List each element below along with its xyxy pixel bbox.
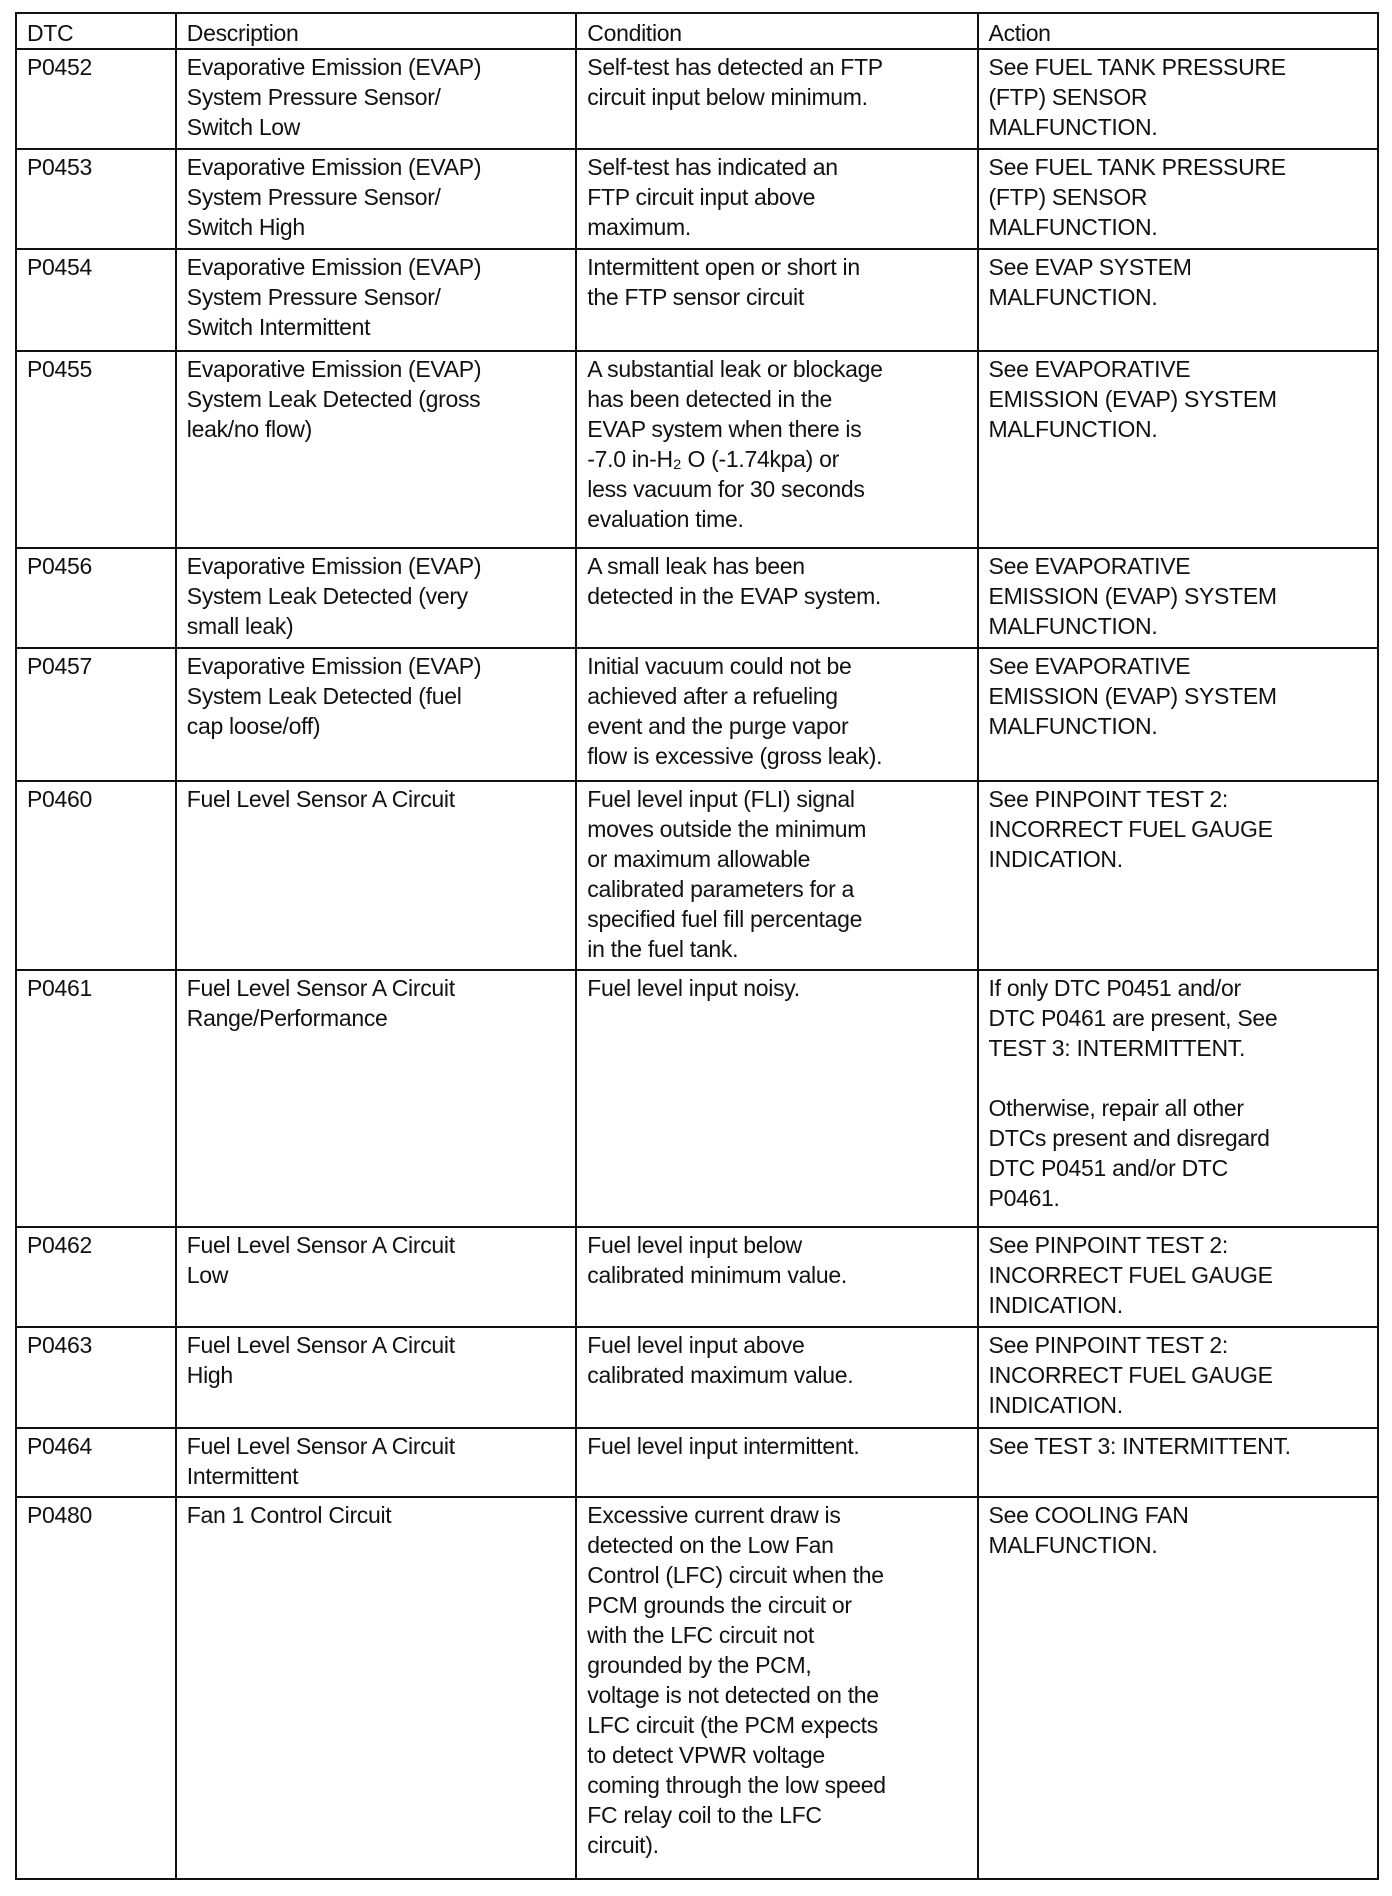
cell-description: Evaporative Emission (EVAP) System Leak Detected (gross leak/no flow) [176, 351, 577, 548]
cell-action: See TEST 3: INTERMITTENT. [978, 1428, 1378, 1497]
cell-dtc: P0463 [16, 1327, 176, 1428]
cell-action: See EVAPORATIVE EMISSION (EVAP) SYSTEM MALFUNCTION. [978, 351, 1378, 548]
cell-description: Fuel Level Sensor A Circuit High [176, 1327, 577, 1428]
cell-description: Evaporative Emission (EVAP) System Leak Detected (fuel cap loose/off) [176, 648, 577, 781]
cell-action: See COOLING FAN MALFUNCTION. [978, 1497, 1378, 1879]
cell-dtc: P0462 [16, 1227, 176, 1327]
cell-condition: Fuel level input (FLI) signal moves outside the minimum or maximum allowable calibrated parameters for a specified fuel fill percentage in the fuel tank. [576, 781, 977, 970]
cell-condition: Fuel level input noisy. [576, 970, 977, 1227]
header-description: Description [176, 13, 577, 49]
cell-description: Evaporative Emission (EVAP) System Pressure Sensor/ Switch Low [176, 49, 577, 149]
table-row [16, 1227, 1378, 1327]
cell-dtc: P0460 [16, 781, 176, 970]
cell-action: See PINPOINT TEST 2: INCORRECT FUEL GAUGE INDICATION. [978, 1227, 1378, 1327]
cell-dtc: P0453 [16, 149, 176, 249]
cell-condition: Fuel level input below calibrated minimum value. [576, 1227, 977, 1327]
cell-dtc: P0455 [16, 351, 176, 548]
cell-action: See EVAP SYSTEM MALFUNCTION. [978, 249, 1378, 351]
cell-condition: Self-test has detected an FTP circuit input below minimum. [576, 49, 977, 149]
cell-dtc: P0456 [16, 548, 176, 648]
header-row [16, 13, 1378, 49]
header-condition: Condition [576, 13, 977, 49]
cell-action: If only DTC P0451 and/or DTC P0461 are present, See TEST 3: INTERMITTENT. Otherwise, repair all other DTCs present and disregard DTC P0451 and/or DTC P0461. [978, 970, 1378, 1227]
cell-condition: Initial vacuum could not be achieved after a refueling event and the purge vapor flow is excessive (gross leak). [576, 648, 977, 781]
cell-condition: Fuel level input intermittent. [576, 1428, 977, 1497]
cell-description: Evaporative Emission (EVAP) System Leak Detected (very small leak) [176, 548, 577, 648]
table-row [16, 781, 1378, 970]
header-dtc: DTC [16, 13, 176, 49]
cell-description: Fuel Level Sensor A Circuit Low [176, 1227, 577, 1327]
cell-description: Fuel Level Sensor A Circuit [176, 781, 577, 970]
cell-dtc: P0461 [16, 970, 176, 1227]
header-action: Action [978, 13, 1378, 49]
cell-dtc: P0454 [16, 249, 176, 351]
cell-condition: A substantial leak or blockage has been detected in the EVAP system when there is -7.0 in-H₂ O (-1.74kpa) or less vacuum for 30 seconds evaluation time. [576, 351, 977, 548]
cell-action: See PINPOINT TEST 2: INCORRECT FUEL GAUGE INDICATION. [978, 1327, 1378, 1428]
table-row [16, 49, 1378, 149]
cell-dtc: P0457 [16, 648, 176, 781]
cell-action: See PINPOINT TEST 2: INCORRECT FUEL GAUGE INDICATION. [978, 781, 1378, 970]
cell-description: Evaporative Emission (EVAP) System Pressure Sensor/ Switch High [176, 149, 577, 249]
table-row [16, 249, 1378, 351]
table-row [16, 149, 1378, 249]
table-row [16, 351, 1378, 548]
table-row [16, 648, 1378, 781]
cell-dtc: P0452 [16, 49, 176, 149]
table-row [16, 1497, 1378, 1879]
cell-description: Fuel Level Sensor A Circuit Range/Performance [176, 970, 577, 1227]
cell-condition: Fuel level input above calibrated maximum value. [576, 1327, 977, 1428]
cell-condition: Self-test has indicated an FTP circuit input above maximum. [576, 149, 977, 249]
cell-description: Evaporative Emission (EVAP) System Pressure Sensor/ Switch Intermittent [176, 249, 577, 351]
dtc-table [15, 12, 1379, 1880]
cell-description: Fan 1 Control Circuit [176, 1497, 577, 1879]
cell-condition: Intermittent open or short in the FTP sensor circuit [576, 249, 977, 351]
cell-dtc: P0464 [16, 1428, 176, 1497]
table-row [16, 1327, 1378, 1428]
table-row [16, 548, 1378, 648]
cell-action: See EVAPORATIVE EMISSION (EVAP) SYSTEM MALFUNCTION. [978, 548, 1378, 648]
cell-action: See FUEL TANK PRESSURE (FTP) SENSOR MALFUNCTION. [978, 49, 1378, 149]
table-row [16, 1428, 1378, 1497]
cell-action: See EVAPORATIVE EMISSION (EVAP) SYSTEM MALFUNCTION. [978, 648, 1378, 781]
cell-dtc: P0480 [16, 1497, 176, 1879]
cell-description: Fuel Level Sensor A Circuit Intermittent [176, 1428, 577, 1497]
cell-condition: Excessive current draw is detected on the Low Fan Control (LFC) circuit when the PCM grounds the circuit or with the LFC circuit not grounded by the PCM, voltage is not detected on the LFC circuit (the PCM expects to detect VPWR voltage coming through the low speed FC relay coil to the LFC circuit). [576, 1497, 977, 1879]
cell-action: See FUEL TANK PRESSURE (FTP) SENSOR MALFUNCTION. [978, 149, 1378, 249]
table-row [16, 970, 1378, 1227]
cell-condition: A small leak has been detected in the EVAP system. [576, 548, 977, 648]
